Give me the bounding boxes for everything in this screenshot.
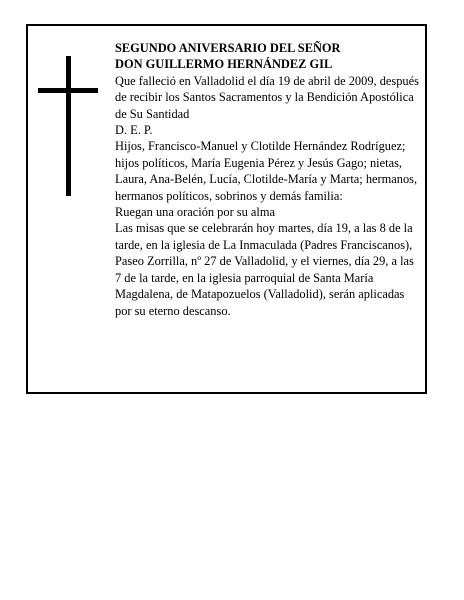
cross-horizontal-bar bbox=[38, 88, 98, 93]
masses-paragraph: Las misas que se celebrarán hoy martes, día 19, a las 8 de la tarde, en la iglesia de La Inmaculada (Padres Franciscanos), Paseo Zorrilla, nº 27 de Valladolid, y el viernes, día 29, a las 7 de la tarde, en la iglesia parroquial de Santa María Magdalena, de Matapozuelos (Valladolid), serán aplicadas por su eterno descanso. bbox=[115, 221, 414, 318]
prayer-line: Ruegan una oración por su alma bbox=[115, 205, 275, 220]
notice-heading-line-2: DON GUILLERMO HERNÁNDEZ GIL bbox=[115, 57, 333, 72]
family-paragraph: Hijos, Francisco-Manuel y Clotilde Hernández Rodríguez; hijos políticos, María Eugenia Pérez y Jesús Gago; nietas, Laura, Ana-Belén, Lucía, Clotilde-María y Marta; hermanos, hermanos políticos, sobrinos y demás familia: bbox=[115, 139, 418, 203]
cross-icon bbox=[38, 56, 98, 196]
notice-text bbox=[115, 40, 420, 319]
cross-vertical-bar bbox=[66, 56, 71, 196]
death-info-paragraph: Que falleció en Valladolid el día 19 de abril de 2009, después de recibir los Santos Sacramentos y la Bendición Apostólica de Su Santidad bbox=[115, 73, 419, 121]
notice-heading-line-1: SEGUNDO ANIVERSARIO DEL SEÑOR bbox=[115, 41, 341, 55]
obituary-notice bbox=[26, 24, 427, 394]
dep-line: D. E. P. bbox=[115, 123, 153, 138]
